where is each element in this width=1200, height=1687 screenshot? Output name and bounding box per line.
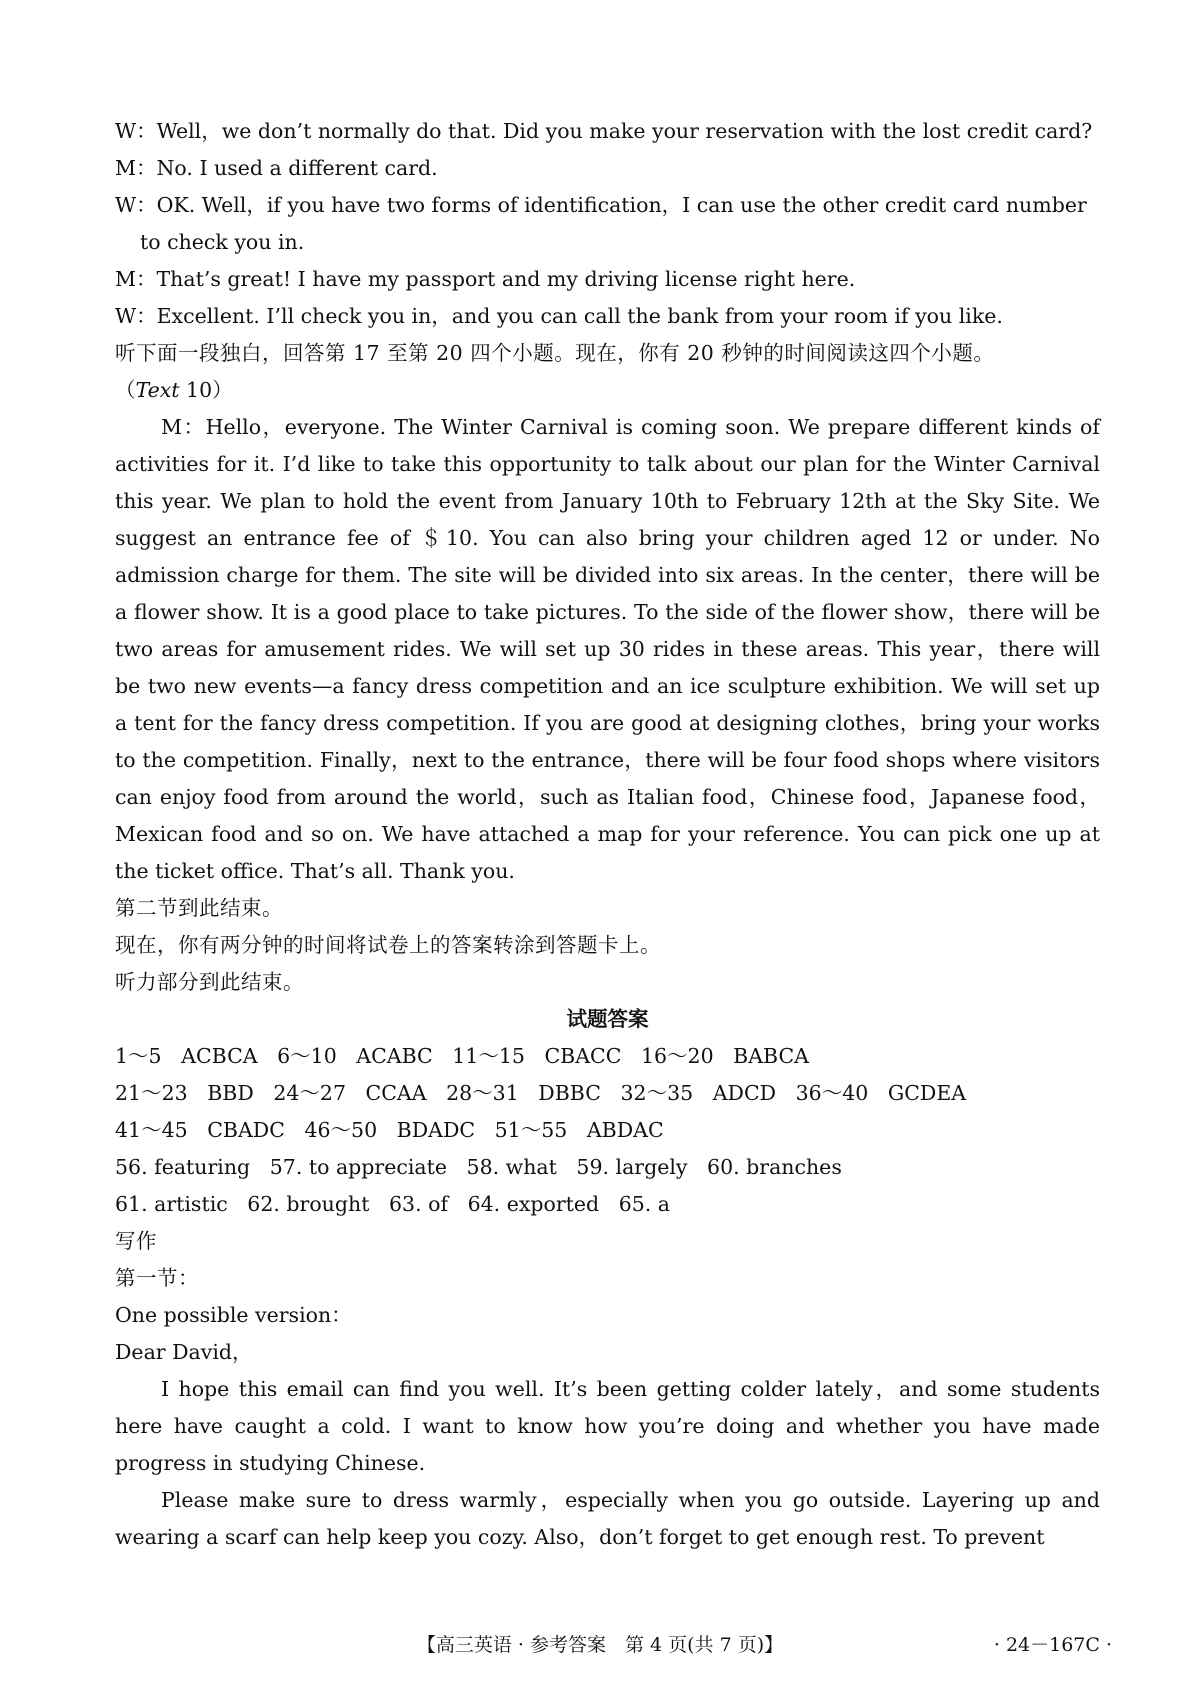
document-body	[115, 113, 1100, 1556]
answer-row: 21～23 BBD 24～27 CCAA 28～31 DBBC 32～35 ADCD 36～40 GCDEA	[115, 1081, 967, 1105]
closing-line: 现在，你有两分钟的时间将试卷上的答案转涂到答题卡上。	[115, 933, 661, 957]
text10-instruction: 听下面一段独白，回答第 17 至第 20 四个小题。现在，你有 20 秒钟的时间阅读这四个小题。	[115, 341, 995, 365]
dialogue-line: W：OK. Well，if you have two forms of identification，I can use the other credit card number	[115, 193, 1087, 217]
letter-paragraph: Please make sure to dress warmly，especially when you go outside. Layering up and wearing a scarf can help keep you cozy. Also，don’t forget to get enough rest. To prevent	[115, 1488, 1100, 1549]
answer-row: 56. featuring 57. to appreciate 58. what 59. largely 60. branches	[115, 1155, 842, 1179]
letter-paragraph: I hope this email can find you well. It’s been getting colder lately，and some students here have caught a cold. I want to know how you’re doing and whether you have made progress in studying Chinese.	[115, 1377, 1100, 1475]
text10-label: （Text 10）	[115, 378, 233, 402]
dialogue-line: W：Well，we don’t normally do that. Did you make your reservation with the lost credit card?	[115, 119, 1093, 143]
dialogue-line: M：That’s great! I have my passport and my driving license right here.	[115, 267, 856, 291]
footer-code: · 24－167C ·	[993, 1634, 1112, 1656]
answer-row: 61. artistic 62. brought 63. of 64. exported 65. a	[115, 1192, 671, 1216]
answers-title: 试题答案	[566, 1007, 649, 1031]
closing-line: 听力部分到此结束。	[115, 970, 304, 994]
dialogue-line: W：Excellent. I’ll check you in，and you can call the bank from your room if you like.	[115, 304, 1003, 328]
dialogue-line-continuation: to check you in.	[140, 230, 305, 254]
closing-line: 第二节到此结束。	[115, 896, 283, 920]
footer-page-info: 【高三英语 · 参考答案 第 4 页(共 7 页)】	[416, 1634, 784, 1656]
dialogue-line: M：No. I used a different card.	[115, 156, 438, 180]
letter-salutation: Dear David，	[115, 1340, 253, 1364]
writing-heading: 写作	[115, 1229, 157, 1253]
section-one-heading: 第一节：	[115, 1266, 199, 1290]
version-label: One possible version：	[115, 1303, 352, 1327]
monologue-paragraph: M：Hello，everyone. The Winter Carnival is coming soon. We prepare different kinds of activities for it. I’d like to take this opportunity to talk about our plan for the Winter Carnival this year. We plan to hold the event from January 10th to February 12th at the Sky Site. We suggest an entrance fee of ＄10. You can also bring your children aged 12 or under. No admission charge for them. The site will be divided into six areas. In the center，there will be a flower show. It is a good place to take pictures. To the side of the flower show，there will be two areas for amusement rides. We will set up 30 rides in these areas. This year，there will be two new events—a fancy dress competition and an ice sculpture exhibition. We will set up a tent for the fancy dress competition. If you are good at designing clothes，bring your works to the competition. Finally，next to the entrance，there will be four food shops where visitors can enjoy food from around the world，such as Italian food，Chinese food，Japanese food，Mexican food and so on. We have attached a map for your reference. You can pick one up at the ticket office. That’s all. Thank you.	[115, 415, 1100, 883]
answer-row: 41～45 CBADC 46～50 BDADC 51～55 ABDAC	[115, 1118, 664, 1142]
answer-row: 1～5 ACBCA 6～10 ACABC 11～15 CBACC 16～20 BABCA	[115, 1044, 809, 1068]
page-footer	[0, 1625, 1200, 1665]
